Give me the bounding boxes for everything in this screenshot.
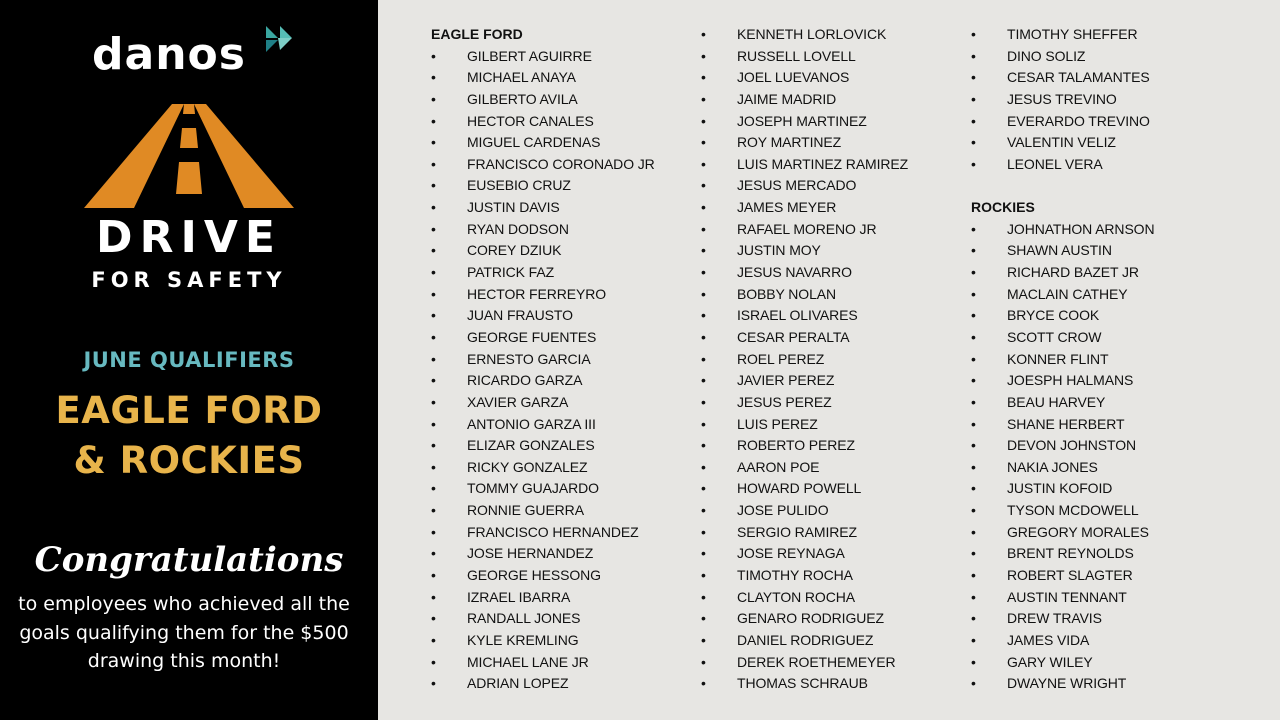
qualifier-name: • XAVIER GARZA (431, 392, 691, 414)
qualifier-name: • MICHAEL LANE JR (431, 652, 691, 674)
qualifier-name: • BEAU HARVEY (971, 392, 1231, 414)
congratulations-message: to employees who achieved all the goals qualifying them for the $500 drawing this month! (18, 593, 350, 672)
qualifier-name: • THOMAS SCHRAUB (701, 673, 961, 695)
section-spacer (971, 175, 1231, 197)
qualifier-name: • RONNIE GUERRA (431, 500, 691, 522)
qualifier-name: • GILBERT AGUIRRE (431, 46, 691, 68)
qualifier-name: • ROEL PEREZ (701, 349, 961, 371)
qualifier-name: • JOEL LUEVANOS (701, 67, 961, 89)
qualifier-name: • KONNER FLINT (971, 349, 1231, 371)
qualifier-name: • RICHARD BAZET JR (971, 262, 1231, 284)
road-icon (84, 104, 294, 214)
qualifier-name: • MICHAEL ANAYA (431, 67, 691, 89)
qualifier-name: • ROBERTO PEREZ (701, 435, 961, 457)
qualifier-name: • TOMMY GUAJARDO (431, 478, 691, 500)
qualifier-name: • HECTOR CANALES (431, 111, 691, 133)
qualifier-name: • CLAYTON ROCHA (701, 587, 961, 609)
qualifier-name: • JOSEPH MARTINEZ (701, 111, 961, 133)
month-label: JUNE QUALIFIERS (83, 348, 295, 372)
qualifier-name: • JUSTIN KOFOID (971, 478, 1231, 500)
qualifier-name: • DREW TRAVIS (971, 608, 1231, 630)
qualifier-name: • BOBBY NOLAN (701, 284, 961, 306)
qualifier-name: • LUIS MARTINEZ RAMIREZ (701, 154, 961, 176)
name-list (971, 219, 1231, 695)
qualifier-name: • JOESPH HALMANS (971, 370, 1231, 392)
qualifier-name: • ERNESTO GARCIA (431, 349, 691, 371)
name-column-2 (701, 24, 961, 695)
qualifier-name: • SERGIO RAMIREZ (701, 522, 961, 544)
qualifier-name: • AARON POE (701, 457, 961, 479)
danos-arrow-icon (262, 24, 296, 58)
for-safety-subtitle: FOR SAFETY (91, 268, 287, 292)
name-column-1 (431, 24, 691, 695)
qualifier-name: • PATRICK FAZ (431, 262, 691, 284)
qualifier-name: • JOHNATHON ARNSON (971, 219, 1231, 241)
qualifier-name: • JESUS MERCADO (701, 175, 961, 197)
qualifier-name: • GENARO RODRIGUEZ (701, 608, 961, 630)
name-column-3 (971, 24, 1231, 695)
qualifier-name: • JAVIER PEREZ (701, 370, 961, 392)
qualifier-name: • DANIEL RODRIGUEZ (701, 630, 961, 652)
name-list (431, 46, 691, 695)
drive-title: DRIVE (96, 212, 282, 263)
qualifier-name: • VALENTIN VELIZ (971, 132, 1231, 154)
qualifier-name: • RANDALL JONES (431, 608, 691, 630)
qualifier-name: • DWAYNE WRIGHT (971, 673, 1231, 695)
qualifier-name: • HOWARD POWELL (701, 478, 961, 500)
qualifier-name: • LUIS PEREZ (701, 414, 961, 436)
qualifier-name: • JESUS PEREZ (701, 392, 961, 414)
qualifier-name: • LEONEL VERA (971, 154, 1231, 176)
qualifier-name: • EUSEBIO CRUZ (431, 175, 691, 197)
qualifier-name: • DEREK ROETHEMEYER (701, 652, 961, 674)
qualifier-name: • MACLAIN CATHEY (971, 284, 1231, 306)
section-title-rockies: ROCKIES (971, 199, 1035, 216)
qualifier-name: • JUSTIN MOY (701, 240, 961, 262)
qualifier-name: • RAFAEL MORENO JR (701, 219, 961, 241)
name-list (701, 24, 961, 695)
qualifier-name: • JOSE PULIDO (701, 500, 961, 522)
qualifier-name: • BRENT REYNOLDS (971, 543, 1231, 565)
qualifier-name: • RUSSELL LOVELL (701, 46, 961, 68)
section-title-eagle-ford: EAGLE FORD (431, 26, 523, 42)
qualifier-name: • TIMOTHY SHEFFER (971, 24, 1231, 46)
qualifier-name: • EVERARDO TREVINO (971, 111, 1231, 133)
qualifier-name: • GEORGE FUENTES (431, 327, 691, 349)
qualifier-name: • JOSE HERNANDEZ (431, 543, 691, 565)
qualifiers-list-panel (378, 0, 1280, 720)
qualifier-name: • DEVON JOHNSTON (971, 435, 1231, 457)
qualifier-name: • FRANCISCO CORONADO JR (431, 154, 691, 176)
qualifier-name: • ANTONIO GARZA III (431, 414, 691, 436)
qualifier-name: • ELIZAR GONZALES (431, 435, 691, 457)
qualifier-name: • ROY MARTINEZ (701, 132, 961, 154)
qualifier-name: • HECTOR FERREYRO (431, 284, 691, 306)
qualifier-name: • RICKY GONZALEZ (431, 457, 691, 479)
qualifier-name: • ROBERT SLAGTER (971, 565, 1231, 587)
qualifier-name: • SHANE HERBERT (971, 414, 1231, 436)
qualifier-name: • BRYCE COOK (971, 305, 1231, 327)
qualifier-name: • KYLE KREMLING (431, 630, 691, 652)
qualifier-name: • CESAR PERALTA (701, 327, 961, 349)
qualifier-name: • TYSON MCDOWELL (971, 500, 1231, 522)
qualifier-name: • FRANCISCO HERNANDEZ (431, 522, 691, 544)
qualifier-name: • JUAN FRAUSTO (431, 305, 691, 327)
qualifier-name: • GREGORY MORALES (971, 522, 1231, 544)
name-list (971, 24, 1231, 175)
qualifier-name: • GEORGE HESSONG (431, 565, 691, 587)
qualifier-name: • AUSTIN TENNANT (971, 587, 1231, 609)
qualifier-name: • NAKIA JONES (971, 457, 1231, 479)
qualifier-name: • KENNETH LORLOVICK (701, 24, 961, 46)
qualifier-name: • IZRAEL IBARRA (431, 587, 691, 609)
qualifier-name: • TIMOTHY ROCHA (701, 565, 961, 587)
qualifier-name: • CESAR TALAMANTES (971, 67, 1231, 89)
qualifier-name: • JAMES MEYER (701, 197, 961, 219)
congratulations-heading: Congratulations (34, 540, 344, 580)
danos-logo-text: danos (92, 29, 246, 80)
qualifier-name: • JUSTIN DAVIS (431, 197, 691, 219)
left-panel (0, 0, 378, 720)
qualifier-name: • RICARDO GARZA (431, 370, 691, 392)
qualifier-name: • GILBERTO AVILA (431, 89, 691, 111)
region-line-2: & ROCKIES (73, 439, 305, 482)
qualifier-name: • ADRIAN LOPEZ (431, 673, 691, 695)
qualifier-name: • SHAWN AUSTIN (971, 240, 1231, 262)
qualifier-name: • DINO SOLIZ (971, 46, 1231, 68)
qualifier-name: • MIGUEL CARDENAS (431, 132, 691, 154)
qualifier-name: • JESUS NAVARRO (701, 262, 961, 284)
qualifier-name: • SCOTT CROW (971, 327, 1231, 349)
qualifier-name: • JAIME MADRID (701, 89, 961, 111)
qualifier-name: • JOSE REYNAGA (701, 543, 961, 565)
qualifier-name: • RYAN DODSON (431, 219, 691, 241)
region-line-1: EAGLE FORD (55, 389, 323, 432)
qualifier-name: • GARY WILEY (971, 652, 1231, 674)
qualifier-name: • ISRAEL OLIVARES (701, 305, 961, 327)
qualifier-name: • JAMES VIDA (971, 630, 1231, 652)
qualifier-name: • JESUS TREVINO (971, 89, 1231, 111)
qualifier-name: • COREY DZIUK (431, 240, 691, 262)
